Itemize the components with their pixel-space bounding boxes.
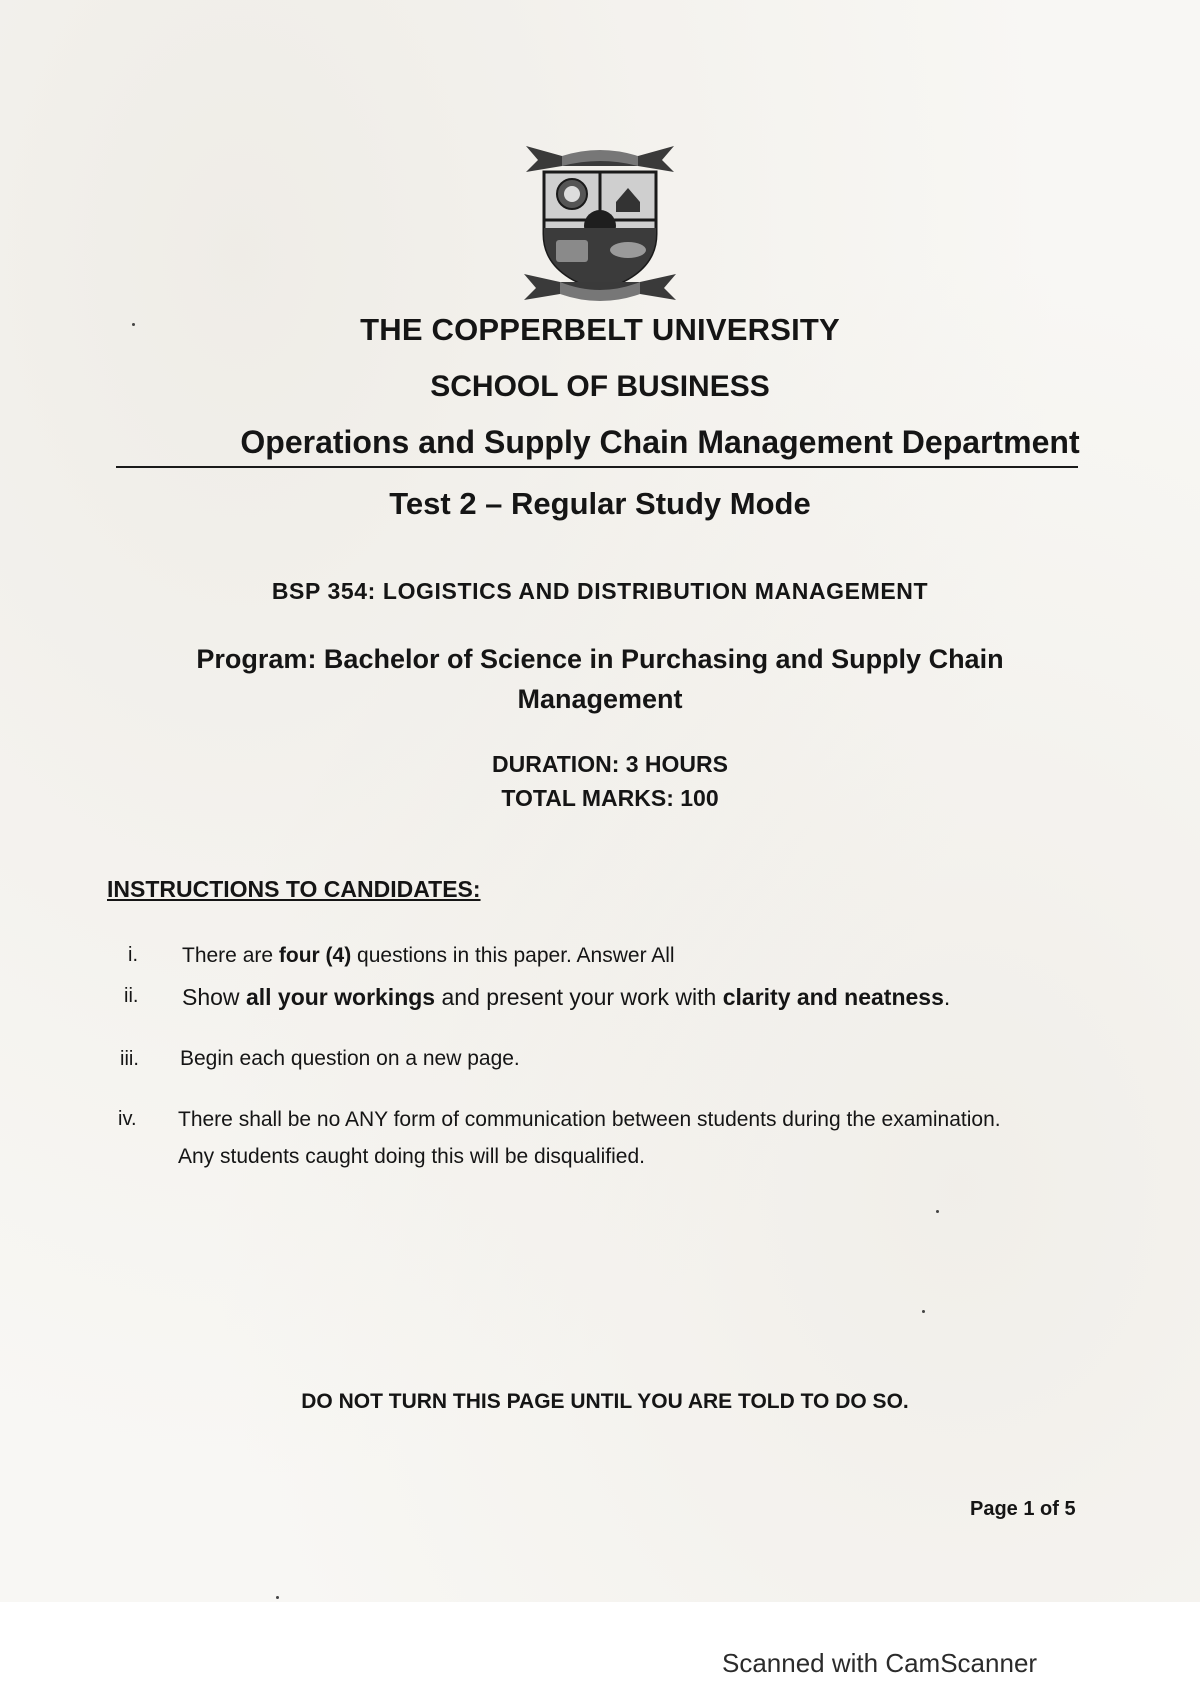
scan-speck — [922, 1310, 925, 1313]
department-name: Operations and Supply Chain Management Department — [240, 424, 1080, 460]
total-marks: TOTAL MARKS: 100 — [501, 785, 719, 811]
instruction-item: There are four (4) questions in this paper. Answer All — [182, 944, 675, 967]
do-not-turn-warning: DO NOT TURN THIS PAGE UNTIL YOU ARE TOLD TO DO SO. — [301, 1390, 909, 1413]
program-line-2: Management — [517, 684, 683, 714]
instructions-heading: INSTRUCTIONS TO CANDIDATES: — [107, 876, 481, 902]
instruction-number: iv. — [118, 1108, 137, 1130]
page-number: Page 1 of 5 — [970, 1498, 1076, 1520]
instruction-item: Begin each question on a new page. — [180, 1047, 520, 1070]
course-title: BSP 354: LOGISTICS AND DISTRIBUTION MANAGEMENT — [271, 578, 929, 604]
instruction-number: iii. — [120, 1048, 139, 1070]
instruction-number: i. — [128, 944, 138, 966]
instruction-number: ii. — [124, 985, 139, 1007]
department-divider — [116, 466, 1078, 468]
scan-speck — [132, 323, 135, 326]
instruction-item: There shall be no ANY form of communication between students during the examination. — [178, 1108, 1001, 1131]
test-title: Test 2 – Regular Study Mode — [389, 486, 811, 521]
program-line-1: Program: Bachelor of Science in Purchasing and Supply Chain — [196, 644, 1004, 674]
instruction-item-continued: Any students caught doing this will be disqualified. — [178, 1145, 645, 1168]
university-crest-icon — [522, 142, 678, 302]
scan-speck — [936, 1210, 939, 1213]
scan-speck — [276, 1596, 279, 1599]
exam-duration: DURATION: 3 HOURS — [492, 751, 728, 777]
scanner-watermark: Scanned with CamScanner — [722, 1648, 1038, 1678]
university-name: THE COPPERBELT UNIVERSITY — [360, 312, 840, 347]
instruction-item: Show all your workings and present your work with clarity and neatness. — [182, 984, 951, 1010]
school-name: SCHOOL OF BUSINESS — [430, 370, 770, 403]
